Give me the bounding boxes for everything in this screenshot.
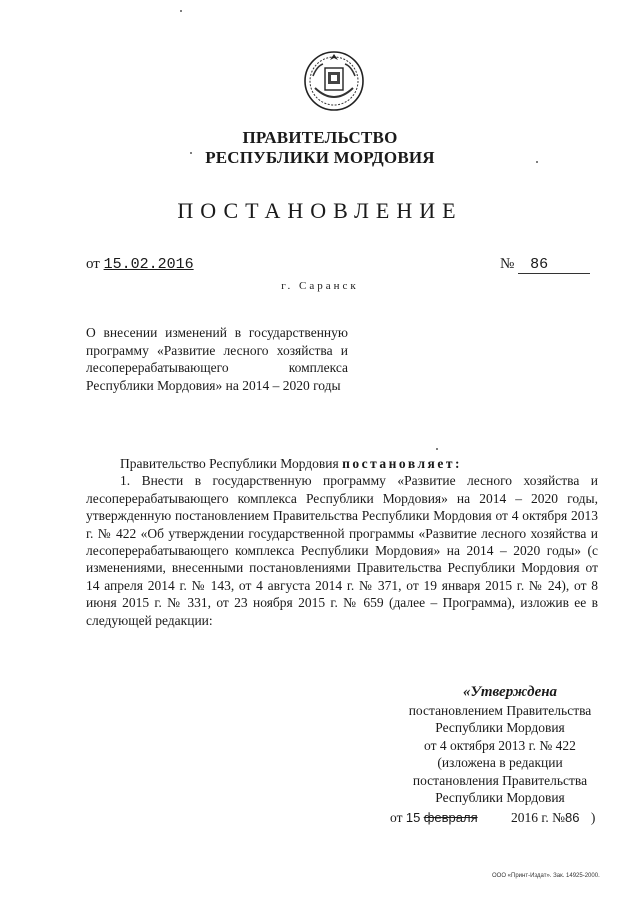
number-prefix: № [500,256,515,272]
city-name: г. Саранск [281,280,359,292]
sign-prefix: от [390,810,403,825]
scan-speck [180,10,182,12]
intro-text: Правительство Республики Мордовия [120,456,343,471]
decree-number [500,256,590,274]
number-value: 86 [518,256,590,274]
date-prefix: от [86,256,100,272]
approved-line: постановлением Правительства [408,702,592,718]
decree-date [86,256,194,273]
approved-title: «Утверждена [462,684,558,700]
approval-date-line [390,810,630,826]
sign-day: 15 [405,810,421,825]
paragraph-1: 1. Внести в государственную программу «Развитие лесного хозяйства и лесоперерабатывающего комплекса Республики Мордовия» на 2014 – 2020 годы, утвержденную постановлением Правительства Республики Мордовия от 4 октября 2013 г. № 422 «Об утверждении государственной программы «Развитие лесного хозяйства и лесоперерабатывающего комплекса Республики Мордовия» на 2014 – 2020 годы» (с изменениями, внесенными постановлениями Правительства Республики Мордовия от 14 апреля 2014 г. № 143, от 4 августа 2014 г. № 371, от 19 января 2015 г. № 24), от 8 июня 2015 г. № 331, от 23 ноября 2015 г. № 659 (далее – Программа), изложив ее в следующей редакции: [86,473,598,628]
sign-month: февраля [423,810,478,825]
approval-stamp-block [380,684,620,807]
resolves-word: постановляет: [342,456,462,471]
approved-line: Республики Мордовия [435,790,565,805]
scan-speck [190,152,192,154]
intro-paragraph [86,455,598,472]
government-title-line1: ПРАВИТЕЛЬСТВО [242,128,398,147]
document-type-title: ПОСТАНОВЛЕНИЕ [177,198,463,223]
printer-footer: ООО «Принт-Издат». Зак. 14925-2000. [492,873,600,879]
approved-line: Республики Мордовия [435,720,565,735]
date-value: 15.02.2016 [103,256,194,273]
approved-line: постановления Правительства [412,772,588,788]
decree-body [86,455,598,629]
sign-close: ) [590,810,596,825]
scan-speck [436,448,438,450]
sign-year: 2016 г. № [511,810,566,825]
approved-line: от 4 октября 2013 г. № 422 [424,737,576,753]
decree-subject: О внесении изменений в государственную программу «Развитие лесного хозяйства и лесоперерабатывающего комплекса Республики Мордовия» на 2014 – 2020 годы [86,325,348,393]
scan-speck [536,161,538,163]
sign-number: 86 [565,810,580,825]
government-title-line2: РЕСПУБЛИКИ МОРДОВИЯ [205,148,435,167]
approved-line: (изложена в редакции [437,755,563,770]
coat-of-arms-emblem [303,48,365,114]
